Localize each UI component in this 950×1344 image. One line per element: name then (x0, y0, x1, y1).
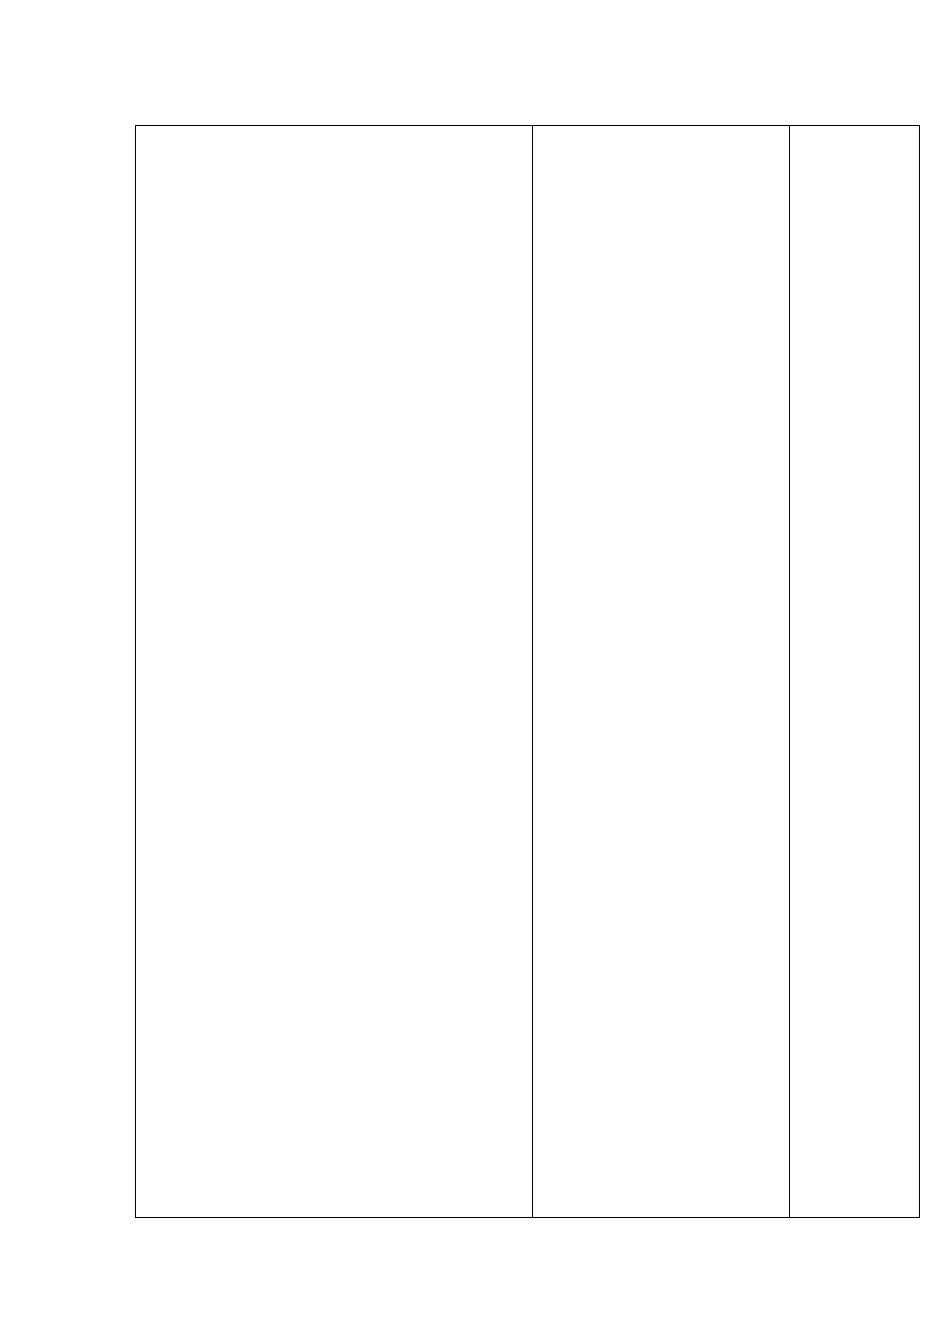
column-divider (789, 126, 790, 1217)
column-divider (532, 126, 533, 1217)
lesson-plan-table (135, 125, 920, 1218)
